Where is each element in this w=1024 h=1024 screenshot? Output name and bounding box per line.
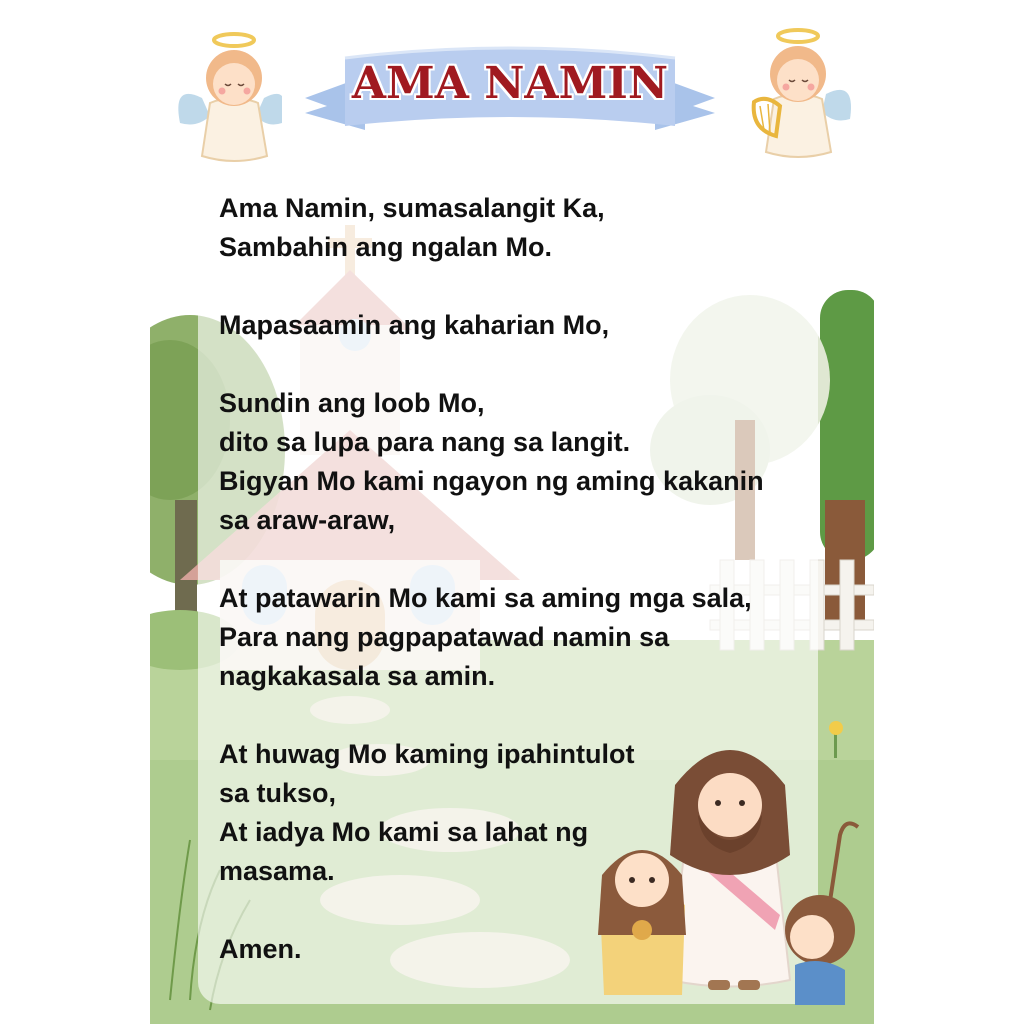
prayer-text <box>219 189 819 969</box>
prayer-line: sa tukso, <box>219 778 337 808</box>
prayer-line: sa araw-araw, <box>219 505 396 535</box>
angel-icon <box>172 28 282 168</box>
prayer-card <box>150 0 874 1024</box>
page-title: AMA NAMIN <box>351 58 669 109</box>
prayer-line: Bigyan Mo kami ngayon ng aming kakanin <box>219 466 764 496</box>
prayer-line: masama. <box>219 856 335 886</box>
prayer-line: At iadya Mo kami sa lahat ng <box>219 817 589 847</box>
prayer-line: Sambahin ang ngalan Mo. <box>219 232 553 262</box>
prayer-line: At huwag Mo kaming ipahintulot <box>219 739 635 769</box>
prayer-line: dito sa lupa para nang sa langit. <box>219 427 631 457</box>
prayer-line: Amen. <box>219 934 302 964</box>
prayer-line: Sundin ang loob Mo, <box>219 388 485 418</box>
prayer-line: nagkakasala sa amin. <box>219 661 496 691</box>
prayer-line: Mapasaamin ang kaharian Mo, <box>219 310 610 340</box>
prayer-line: Ama Namin, sumasalangit Ka, <box>219 193 605 223</box>
prayer-line: At patawarin Mo kami sa aming mga sala, <box>219 583 752 613</box>
prayer-line: Para nang pagpapatawad namin sa <box>219 622 670 652</box>
angel-with-harp-icon <box>746 24 856 164</box>
